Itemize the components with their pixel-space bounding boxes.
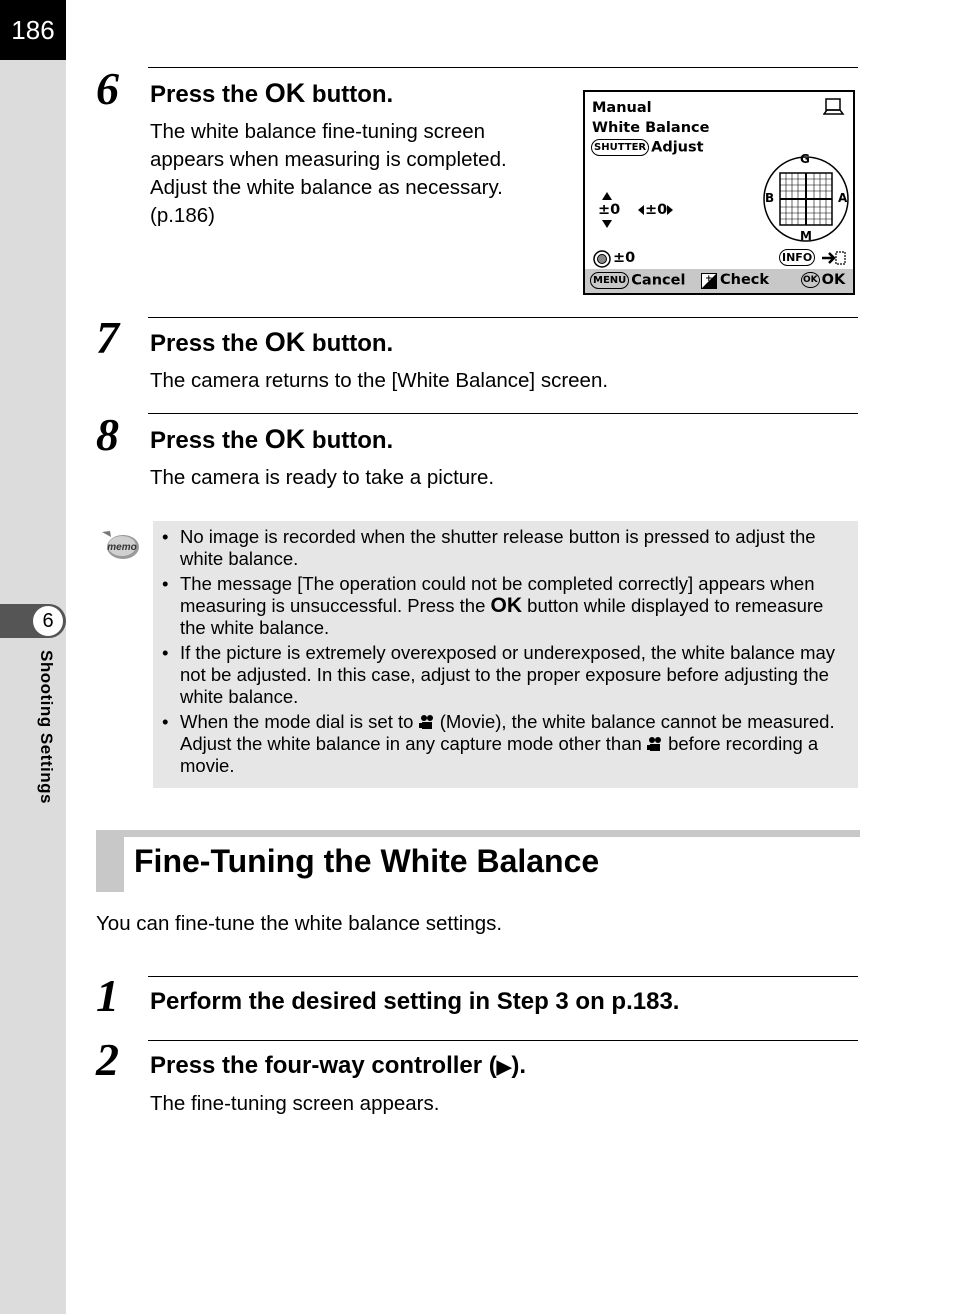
lcd-ok-label: OK (821, 272, 846, 288)
page-number: 186 (0, 0, 66, 60)
step-number: 6 (96, 63, 119, 114)
save-arrow-icon (821, 250, 847, 266)
step-body-line: The white balance fine-tuning screen (150, 120, 486, 143)
memo-item-text: No image is recorded when the shutter release button is pressed to adjust the white balance. (180, 526, 816, 569)
shutter-button-icon: SHUTTER (591, 139, 649, 156)
ok-button-glyph: OK (264, 78, 306, 108)
arrow-right-icon (667, 205, 673, 215)
step-number: 1 (96, 970, 119, 1021)
grid-label-amber: A (838, 191, 848, 205)
memo-item-text: button while displayed to remeasure the white balance. (180, 595, 824, 638)
memo-item-text: (Movie), the white balance cannot be measured. Adjust the white balance in any capture mode other than (180, 711, 835, 754)
step-body: The camera returns to the [White Balance] screen. (150, 369, 609, 392)
lcd-cancel-label: Cancel (631, 272, 686, 289)
arrow-down-icon (602, 220, 612, 228)
step-title: Perform the desired setting in Step 3 on p.183. (150, 988, 680, 1015)
chapter-number: 6 (33, 606, 63, 636)
arrow-up-icon (602, 192, 612, 200)
ok-button-glyph: OK (490, 594, 523, 617)
menu-button-icon: MENU (590, 272, 629, 289)
lcd-dial-value: ±0 (613, 250, 636, 266)
step-title-pre: Press the (150, 427, 259, 454)
sidebar (0, 0, 66, 1314)
step-body-line: Adjust the white balance as necessary. (150, 176, 503, 199)
lcd-cancel-row (590, 272, 685, 289)
lcd-info-row (779, 249, 817, 266)
memo-item: • If the picture is extremely overexposed or underexposed, the white balance may not be adjusted. In this case, adjust to the proper exposure before adjusting the white balance. (162, 642, 836, 707)
step-title-pre: Press the (150, 81, 259, 108)
lcd-adjust-label: Adjust (651, 139, 704, 156)
grid-label-green: G (800, 152, 810, 166)
section-intro: You can fine-tune the white balance settings. (96, 912, 503, 935)
step-body (150, 118, 507, 230)
memo-list (162, 526, 852, 780)
step-title-pre: Press the four-way controller ( (150, 1052, 497, 1079)
ok-button-glyph: OK (264, 424, 306, 454)
step-title (150, 78, 393, 109)
step-body-line: (p.186) (150, 204, 215, 227)
step-title (150, 424, 393, 455)
section-tab (96, 837, 124, 892)
memo-item-text: before recording a movie. (180, 733, 819, 776)
step-title-post: ). (511, 1052, 527, 1079)
lcd-mode: Manual (592, 100, 652, 116)
lcd-bottom-bar (585, 269, 853, 293)
step-divider (148, 317, 858, 318)
step-number: 7 (96, 312, 119, 363)
camera-lcd-screen (583, 90, 855, 295)
lcd-title: White Balance (592, 120, 710, 136)
section-title: Fine-Tuning the White Balance (134, 843, 600, 879)
memo-item: • No image is recorded when the shutter release button is pressed to adjust the white balance. (162, 526, 816, 569)
step-number: 2 (96, 1034, 119, 1085)
step-title (150, 1052, 526, 1080)
section-rule (96, 830, 860, 837)
arrow-left-icon (638, 205, 644, 215)
movie-icon (647, 736, 663, 752)
movie-icon (419, 714, 435, 730)
step-divider (148, 1040, 858, 1041)
lcd-wb-value: ±0 (645, 202, 668, 218)
step-divider (148, 413, 858, 414)
lcd-check-label: Check (720, 272, 770, 288)
step-body: The fine-tuning screen appears. (150, 1092, 440, 1115)
step-body-line: appears when measuring is completed. (150, 148, 507, 171)
grid-label-magenta: M (800, 229, 812, 243)
lcd-adjust-row (591, 139, 704, 156)
card-icon (823, 98, 845, 116)
step-divider (148, 67, 858, 68)
step-title-post: button. (311, 81, 394, 108)
grid-label-blue: B (765, 191, 775, 205)
step-title-post: button. (311, 330, 394, 357)
lcd-ok-row (801, 272, 845, 288)
ok-button-icon: OK (801, 272, 820, 288)
step-title-post: button. (311, 427, 394, 454)
info-button-icon: INFO (779, 249, 815, 266)
chapter-label: Shooting Settings (37, 650, 56, 804)
memo-item: • The message [The operation could not be completed correctly] appears when measuring is unsuccessful. Press the OK button while displayed to remeasure the white balance. (162, 573, 824, 638)
svg-text:+: + (705, 274, 713, 284)
lcd-exposure-value: ±0 (598, 202, 621, 218)
memo-icon (99, 528, 141, 564)
step-title-pre: Press the (150, 330, 259, 357)
right-arrow-icon: ▶ (496, 1057, 512, 1078)
memo-icon-label: memo (107, 542, 137, 553)
step-number: 8 (96, 409, 119, 460)
memo-item-text: When the mode dial is set to (180, 711, 414, 732)
ok-button-glyph: OK (264, 327, 306, 357)
memo-item: • When the mode dial is set to (Movie), the white balance cannot be measured. Adjust the white balance in any capture mode other than before recording a movie. (162, 711, 835, 776)
dial-icon (593, 250, 611, 268)
step-body: The camera is ready to take a picture. (150, 466, 495, 489)
memo-item-text: If the picture is extremely overexposed or underexposed, the white balance may not be adjusted. In this case, adjust to the proper exposure before adjusting the white balance. (180, 642, 836, 707)
memo-item-text: The message [The operation could not be completed correctly] appears when measuring is unsuccessful. Press the (180, 573, 815, 616)
check-icon (701, 273, 717, 289)
step-title (150, 327, 393, 358)
step-divider (148, 976, 858, 977)
